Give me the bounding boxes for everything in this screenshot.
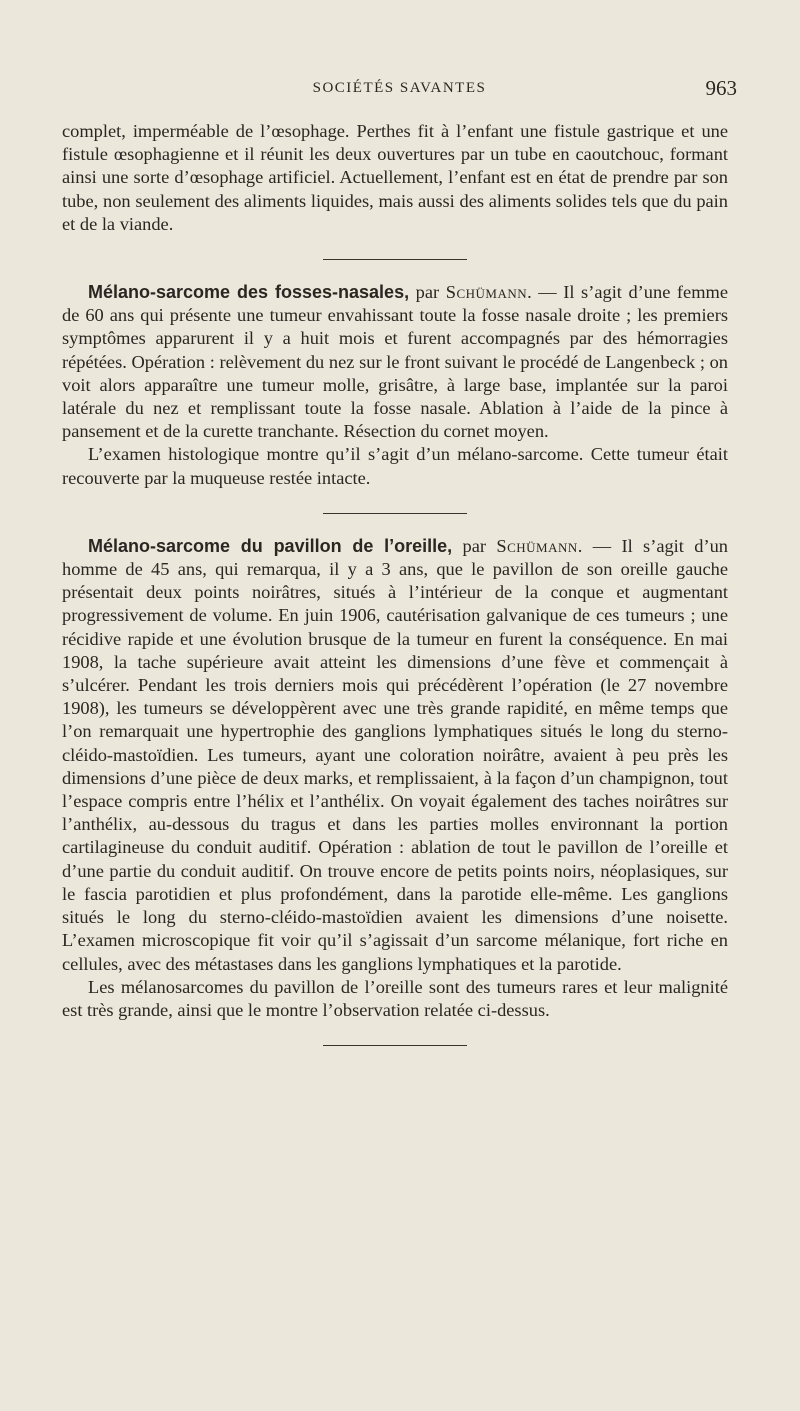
page-number: 963 [705,76,737,100]
section-divider [323,513,467,514]
author-prefix: par [415,282,440,303]
section-divider [323,259,467,260]
page-header [62,76,737,102]
section-ear-lead: . — Il s’agit d’un homme de 45 ans, qui remarqua, il y a 3 ans, que le pavillon de son oreille gauche présentait deux points noirâtres, situés à l’intérieur de la conque et augmentant progressivement de volume. En juin 1906, cautérisation galvanique de ces tumeurs ; une récidive rapide et une évolution brusque de la tumeur en furent la conséquence. En mai 1908, la tache supérieure avait atteint les dimensions d’une fève et commençait à s’ulcérer. Pendant les trois derniers mois qui précédèrent l’opération (le 27 novembre 1908), les tumeurs se développèrent avec une très grande rapidité, en même temps que l’on remarquait une hypertrophie des ganglions lymphatiques situés le long du sterno-cléido-mastoïdien. Les tumeurs, ayant une coloration noirâtre, avaient à peu près les dimensions d’une pièce de deux marks, et remplissaient, à la façon d’un champignon, tout l’espace compris entre l’hélix et l’anthélix. On voyait également des taches noirâtres sur l’anthélix, au-dessous du tragus et dans les parties molles environnant la portion cartilagineuse du conduit auditif. Opération : ablation de tout le pavillon de l’oreille et d’une partie du conduit auditif. On trouve encore de petits points noirs, néoplasiques, sur le fascia parotidien et plus profondément, dans la parotide elle-même. Les ganglions situés le long du sterno-cléido-mastoïdien avaient les dimensions d’une noisette. L’examen microscopique fit voir qu’il s’agissait d’un sarcome mélanique, fort riche en cellules, avec des métastases dans les ganglions lymphatiques et la parotide. [62,535,728,974]
section-ear-paragraph [62,535,728,976]
section-nasal-paragraph [62,281,728,443]
author-name: Schümann [496,535,578,556]
section-ear-heading: Mélano-sarcome du pavillon de l’oreille, [88,535,453,556]
section-nasal-conclusion: L’examen histologique montre qu’il s’agit d’un mélano-sarcome. Cette tumeur était recouverte par la muqueuse restée intacte. [62,444,728,488]
author-prefix: par [462,535,486,556]
author-name: Schümann [445,282,528,303]
section-ear-conclusion: Les mélanosarcomes du pavillon de l’oreille sont des tumeurs rares et leur malignité est très grande, ainsi que le montre l’observation relatée ci-dessus. [62,976,728,1020]
body-text [62,120,728,1067]
section-nasal-lead: . — Il s’agit d’une femme de 60 ans qui présente une tumeur envahissant toute la fosse nasale droite ; les premiers symptômes apparurent il y a huit mois et furent accompagnés par des hémorragies répétées. Opération : relèvement du nez sur le front suivant le procédé de Langenbeck ; on voit alors apparaître une tumeur molle, grisâtre, à large base, implantée sur la paroi latérale du nez et remplissant toute la fosse nasale. Ablation à l’aide de la pince à pansement et de la curette tranchante. Résection du cornet moyen. [62,282,728,442]
section-divider [323,1045,467,1046]
running-title: SOCIÉTÉS SAVANTES [312,80,487,96]
intro-paragraph: complet, imperméable de l’œsophage. Perthes fit à l’enfant une fistule gastrique et une fistule œsophagienne et il réunit les deux ouvertures par un tube en caoutchouc, formant ainsi une sorte d’œsophage artificiel. Actuellement, l’enfant est en état de prendre par son tube, non seulement des aliments liquides, mais aussi des aliments solides tels que du pain et de la viande. [62,121,728,234]
section-nasal-heading: Mélano-sarcome des fosses-nasales, [88,282,410,303]
